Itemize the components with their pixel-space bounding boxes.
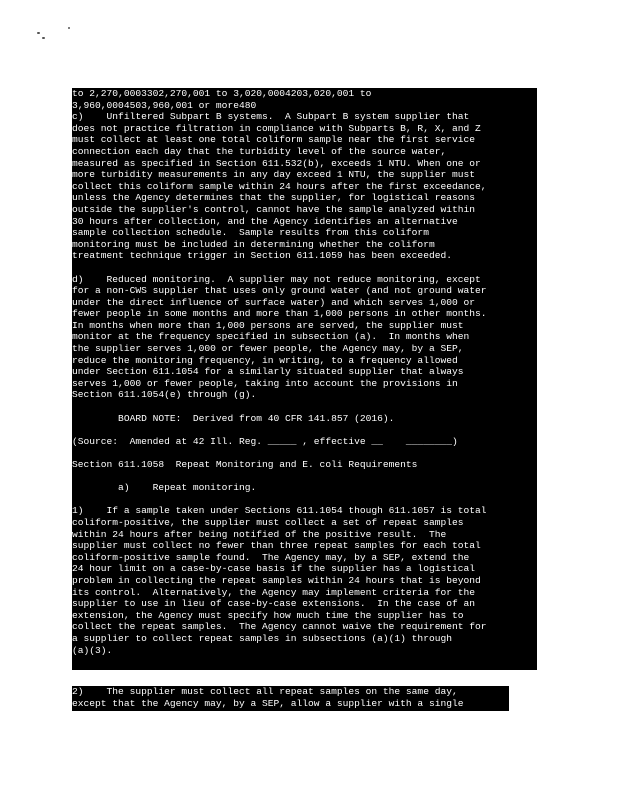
continuation-text-block <box>72 686 509 711</box>
blank-line <box>72 262 537 274</box>
blank-line <box>72 494 537 506</box>
text-line: does not practice filtration in compliance with Subparts B, R, X, and Z <box>72 122 481 134</box>
text-line: treatment technique trigger in Section 611.1059 has been exceeded. <box>72 250 452 262</box>
scan-speck <box>37 32 40 34</box>
text-line: supplier must collect no fewer than three repeat samples for each total <box>72 540 481 552</box>
text-line: coliform-positive sample found. The Agency may, by a SEP, extend the <box>72 551 470 563</box>
text-line: 3,960,0004503,960,001 or more480 <box>72 99 257 111</box>
text-line: supplier to use in lieu of case-by-case extensions. In the case of an <box>72 598 476 610</box>
text-line: under Section 611.1054 for a similarly situated supplier that always <box>72 366 464 378</box>
text-line: connection each day that the turbidity level of the source water, <box>72 145 447 157</box>
text-line: 30 hours after collection, and the Agency identifies an alternative <box>72 215 458 227</box>
text-line: collect this coliform sample within 24 hours after the first exceedance, <box>72 180 487 192</box>
scan-speck <box>68 27 70 29</box>
main-text-block <box>72 88 537 670</box>
text-line: 1) If a sample taken under Sections 611.1054 though 611.1057 is total <box>72 505 487 517</box>
text-line: BOARD NOTE: Derived from 40 CFR 141.857 (2016). <box>72 412 395 424</box>
blank-line <box>72 471 537 483</box>
text-line: (a)(3). <box>72 644 113 656</box>
text-line: more turbidity measurements in any day exceed 1 NTU, the supplier must <box>72 169 476 181</box>
text-line: must collect at least one total coliform sample near the first service <box>72 134 476 146</box>
text-line: extension, the Agency must specify how much time the supplier has to <box>72 609 464 621</box>
text-line: (Source: Amended at 42 Ill. Reg. _____ , effective __ ________) <box>72 435 458 447</box>
text-line: In months when more than 1,000 persons are served, the supplier must <box>72 319 464 331</box>
text-line: sample collection schedule. Sample results from this coliform <box>72 227 429 239</box>
text-line: except that the Agency may, by a SEP, allow a supplier with a single <box>72 697 464 709</box>
text-line: within 24 hours after being notified of the positive result. The <box>72 528 447 540</box>
text-line: to 2,270,0003302,270,001 to 3,020,0004203,020,001 to <box>72 88 372 99</box>
text-line: monitoring must be included in determining whether the coliform <box>72 238 435 250</box>
blank-line <box>72 424 537 436</box>
text-line: d) Reduced monitoring. A supplier may not reduce monitoring, except <box>72 273 481 285</box>
text-line: 24 hour limit on a case-by-case basis if the supplier has a logistical <box>72 563 476 575</box>
blank-line <box>72 447 537 459</box>
text-line: c) Unfiltered Subpart B systems. A Subpart B system supplier that <box>72 111 470 123</box>
text-line: fewer people in some months and more than 1,000 persons in other months. <box>72 308 487 320</box>
text-line: 2) The supplier must collect all repeat samples on the same day, <box>72 686 458 697</box>
text-line: serves 1,000 or fewer people, taking into account the provisions in <box>72 377 458 389</box>
text-line: reduce the monitoring frequency, in writing, to a frequency allowed <box>72 354 458 366</box>
text-line: unless the Agency determines that the supplier, for logistical reasons <box>72 192 476 204</box>
text-line: a supplier to collect repeat samples in subsections (a)(1) through <box>72 632 452 644</box>
text-line: monitor at the frequency specified in subsection (a). In months when <box>72 331 470 343</box>
text-line: measured as specified in Section 611.532(b), exceeds 1 NTU. When one or <box>72 157 481 169</box>
scan-speck <box>42 37 45 39</box>
text-line: problem in collecting the repeat samples within 24 hours that is beyond <box>72 574 481 586</box>
text-line: Section 611.1054(e) through (g). <box>72 389 257 401</box>
text-line: outside the supplier's control, cannot have the sample analyzed within <box>72 203 476 215</box>
text-line: collect the repeat samples. The Agency cannot waive the requirement for <box>72 621 487 633</box>
text-line: Section 611.1058 Repeat Monitoring and E. coli Requirements <box>72 459 418 470</box>
text-line: the supplier serves 1,000 or fewer people, the Agency may, by a SEP, <box>72 343 464 355</box>
text-line: a) Repeat monitoring. <box>72 482 257 494</box>
text-line: for a non-CWS supplier that uses only ground water (and not ground water <box>72 285 487 297</box>
blank-line <box>72 401 537 413</box>
text-line: coliform-positive, the supplier must collect a set of repeat samples <box>72 516 464 528</box>
text-line: its control. Alternatively, the Agency may implement criteria for the <box>72 586 476 598</box>
text-line: under the direct influence of surface water) and which serves 1,000 or <box>72 296 476 308</box>
